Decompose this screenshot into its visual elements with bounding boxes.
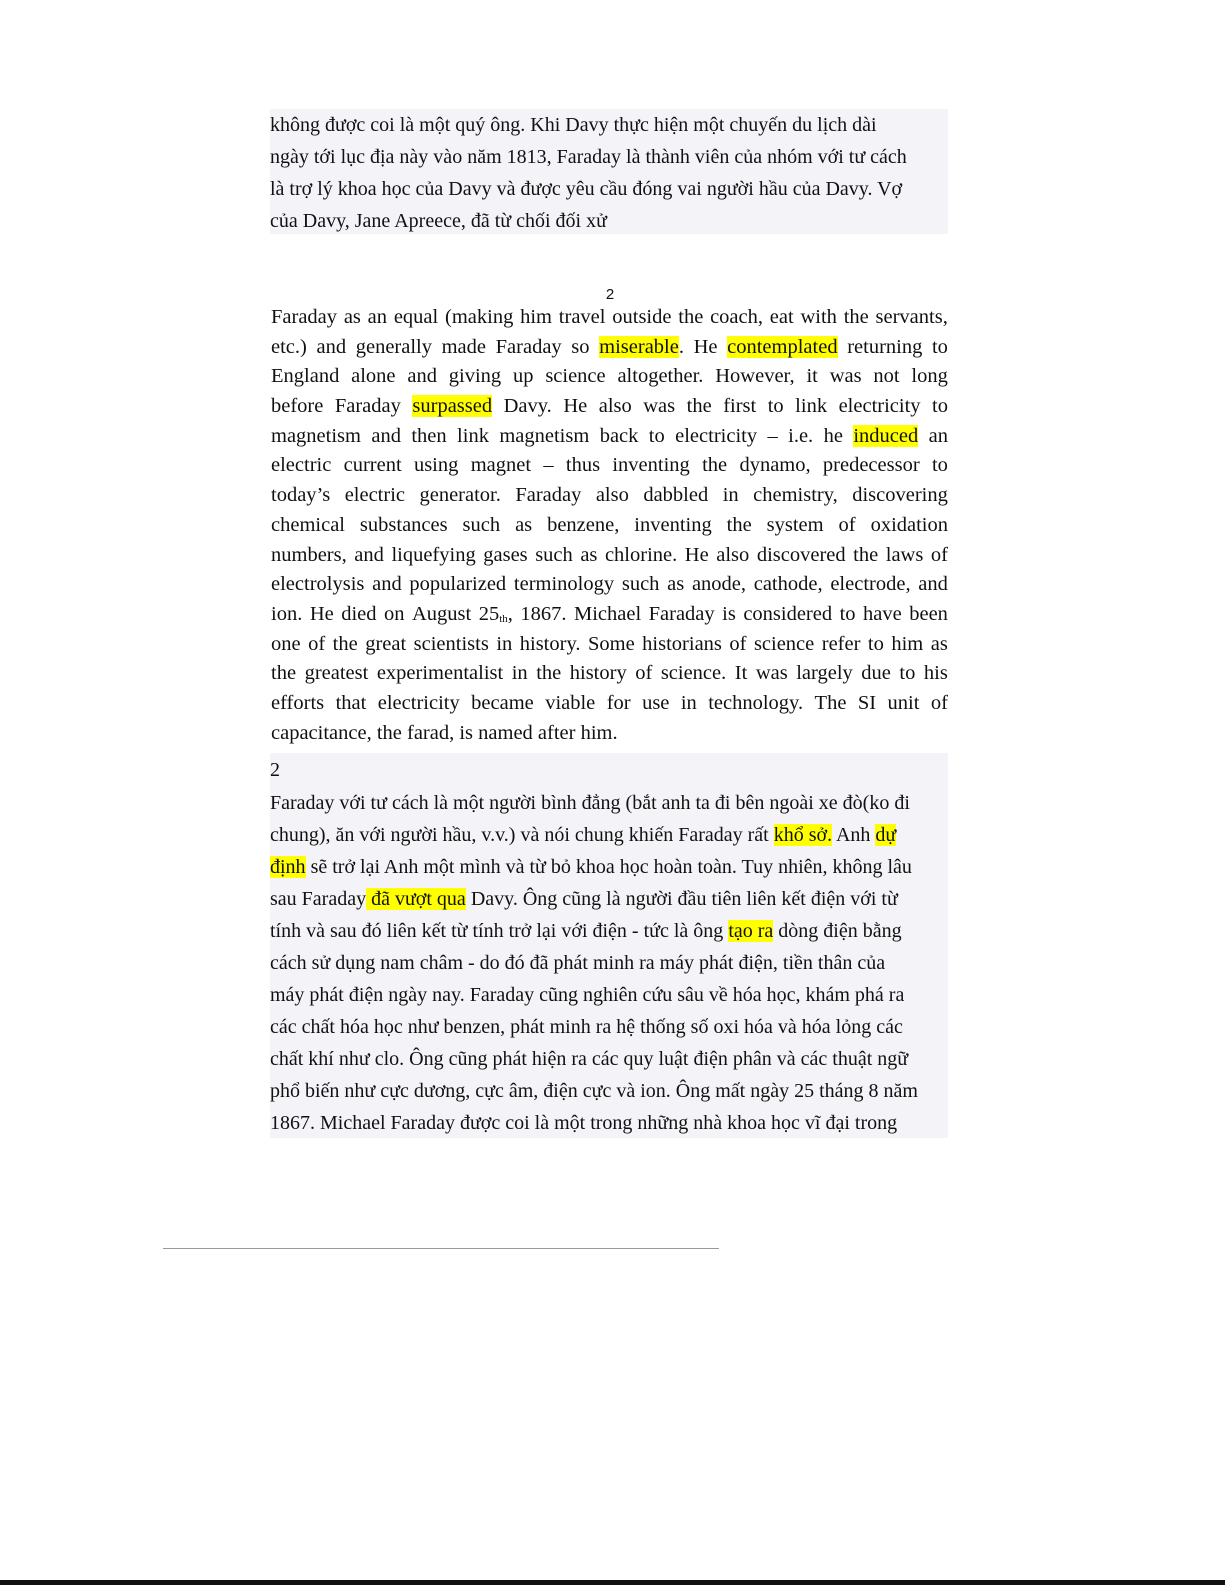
paragraph-line — [271, 511, 948, 541]
word: Faraday — [271, 306, 338, 328]
word: him — [891, 632, 924, 655]
word: to — [899, 662, 916, 685]
word: science. — [660, 662, 727, 685]
highlighted-word: contemplated — [727, 335, 838, 358]
paragraph-line — [271, 570, 948, 600]
highlighted-word: tạo ra — [728, 920, 774, 942]
word: – — [543, 454, 554, 477]
word: the — [678, 306, 704, 328]
word: miserable. — [599, 335, 684, 358]
translation-line: chất khí như clo. Ông cũng phát hiện ra các quy luật điện phân và các thuật ngữ — [270, 1048, 909, 1070]
word: eat — [769, 306, 794, 328]
word: to — [867, 632, 884, 655]
word: servants, — [875, 306, 948, 328]
word: and — [918, 573, 948, 596]
word: to — [648, 424, 665, 447]
word: historians — [642, 632, 722, 655]
word: chemistry, — [753, 484, 838, 507]
word: experimentalist — [376, 662, 504, 685]
word: – — [767, 424, 778, 447]
translation-block-top — [270, 109, 948, 234]
word: benzene, — [547, 513, 620, 536]
word: He — [684, 543, 709, 566]
paragraph-line — [271, 659, 948, 689]
word: such — [621, 573, 660, 596]
word: 1867. — [520, 602, 567, 625]
word: outside — [612, 306, 672, 328]
word: one — [271, 632, 301, 655]
word: the — [332, 632, 358, 655]
word: generator. — [419, 484, 501, 507]
word: such — [462, 513, 501, 536]
word: predecessor — [822, 454, 920, 477]
page-number: 2 — [605, 286, 615, 303]
word: as — [580, 543, 598, 566]
word: discovering — [852, 484, 948, 507]
word: numbers, — [271, 543, 347, 566]
word: anode, — [691, 573, 747, 596]
word: Faraday — [334, 395, 401, 418]
word: scientists — [413, 632, 489, 655]
word — [853, 422, 918, 452]
paragraph-line — [271, 451, 948, 481]
translation-line: sau Faraday đã vượt qua Davy. Ông cũng là người đầu tiên liên kết điện với từ — [270, 888, 898, 910]
word: also — [595, 484, 629, 507]
word: chemical — [271, 513, 345, 536]
word: alone — [351, 365, 396, 388]
word: The — [814, 691, 847, 714]
word: etc.) — [271, 335, 307, 358]
paragraph-line — [271, 362, 948, 392]
paragraph-line — [271, 541, 948, 571]
word: the — [686, 395, 712, 418]
word: an — [367, 306, 388, 328]
word: of — [930, 543, 948, 566]
highlighted-word: dự — [875, 824, 897, 846]
word: of — [635, 662, 653, 685]
translation-line: chung), ăn với người hầu, v.v.) và nói chung khiến Faraday rất khổ sở. Anh dự — [270, 824, 897, 846]
word: of — [308, 632, 326, 655]
translation-line: cách sử dụng nam châm - do đó đã phát minh ra máy phát điện, tiền thân của — [270, 952, 886, 974]
word: ion. — [271, 602, 303, 625]
word: chlorine. — [604, 543, 678, 566]
word: back — [599, 424, 639, 447]
word: and — [407, 365, 437, 388]
word: travel — [558, 306, 606, 328]
word: unit — [887, 691, 920, 714]
highlighted-word: surpassed — [412, 395, 493, 418]
word: substances — [359, 513, 448, 536]
word: electric — [344, 484, 405, 507]
word: However, — [715, 365, 795, 388]
word: popularized — [409, 573, 507, 596]
translation-line: máy phát điện ngày nay. Faraday cũng nghiên cứu sâu về hóa học, khám phá ra — [270, 984, 905, 1006]
word: with — [800, 306, 837, 328]
word: discovered — [756, 543, 846, 566]
word: science — [545, 365, 606, 388]
word: i.e. — [788, 424, 814, 447]
translation-line: ngày tới lục địa này vào năm 1813, Faraday là thành viên của nhóm với tư cách — [270, 146, 907, 168]
word: also — [716, 543, 750, 566]
word: Faraday — [648, 602, 715, 625]
english-paragraph — [271, 303, 948, 748]
word: Michael — [573, 602, 642, 625]
word: of — [729, 632, 747, 655]
paragraph-line — [271, 630, 948, 660]
highlighted-word: định — [270, 856, 306, 878]
word: refer — [821, 632, 861, 655]
word: was — [755, 662, 788, 685]
word: Faraday — [515, 484, 582, 507]
word: electrolysis — [271, 573, 365, 596]
word: electricity — [377, 691, 460, 714]
word: equal — [393, 306, 439, 328]
page-bottom-edge — [0, 1580, 1225, 1585]
word: He — [309, 602, 334, 625]
word: made — [441, 335, 487, 358]
word: Davy. — [503, 395, 552, 418]
word: as — [930, 632, 948, 655]
word: magnet — [470, 454, 532, 477]
word: so — [571, 335, 590, 358]
word: is — [722, 602, 736, 625]
highlighted-word: đã vượt qua — [366, 888, 466, 910]
translation-line: của Davy, Jane Apreece, đã từ chối đối xử — [270, 210, 607, 232]
word: up — [513, 365, 534, 388]
word: magnetism — [271, 424, 361, 447]
word: current — [343, 454, 402, 477]
footnote-separator — [163, 1248, 719, 1249]
word: been — [909, 602, 948, 625]
word: dynamo, — [739, 454, 811, 477]
word: gases — [483, 543, 528, 566]
word: terminology — [513, 573, 615, 596]
word: greatest — [304, 662, 369, 685]
word: and — [316, 335, 347, 358]
highlighted-word: induced — [853, 424, 919, 447]
word: electricity — [675, 424, 758, 447]
word: laws — [885, 543, 924, 566]
word: link — [457, 424, 489, 447]
word: that — [335, 691, 367, 714]
word: largely — [796, 662, 853, 685]
paragraph-line — [271, 719, 948, 749]
paragraph-text: capacitance, the farad, is named after him. — [271, 721, 618, 744]
word: returning — [847, 335, 923, 358]
word: in — [680, 691, 697, 714]
word: system — [766, 513, 824, 536]
word: he — [823, 424, 843, 447]
word: inventing — [612, 454, 690, 477]
translation-line: định sẽ trở lại Anh một mình và từ bỏ khoa học hoàn toàn. Tuy nhiên, không lâu — [270, 856, 912, 878]
word: as — [515, 513, 533, 536]
paragraph-line — [271, 303, 948, 333]
word: became — [471, 691, 534, 714]
word: cathode, — [753, 573, 823, 596]
word: electrode, — [830, 573, 911, 596]
word: then — [411, 424, 447, 447]
word: an — [928, 424, 948, 447]
word: magnetism — [499, 424, 590, 447]
word: oxidation — [870, 513, 948, 536]
paragraph-line — [271, 481, 948, 511]
word: also — [598, 395, 632, 418]
word: and — [354, 543, 384, 566]
word: history. — [519, 632, 581, 655]
word: liquefying — [391, 543, 476, 566]
word: electricity — [838, 395, 921, 418]
word: have — [863, 602, 902, 625]
translation-line: các chất hóa học như benzen, phát minh ra hệ thống số oxi hóa và hóa lỏng các — [270, 1016, 903, 1038]
ordinal-suffix: th — [499, 612, 508, 625]
word: such — [535, 543, 573, 566]
word: on — [383, 602, 405, 625]
paragraph-line — [271, 422, 948, 452]
word: efforts — [271, 691, 325, 714]
word: Faraday — [495, 335, 562, 358]
word: August — [411, 602, 472, 625]
word: of — [930, 691, 948, 714]
word: considered — [743, 602, 833, 625]
word: before — [271, 395, 324, 418]
word: and — [371, 424, 401, 447]
word: was — [643, 395, 676, 418]
word: SI — [857, 691, 877, 714]
translation-line: không được coi là một quý ông. Khi Davy thực hiện một chuyến du lịch dài — [270, 114, 877, 136]
word: science — [753, 632, 815, 655]
word: as — [343, 306, 361, 328]
word: as — [667, 573, 685, 596]
word: He — [693, 335, 718, 358]
translation-line: tính và sau đó liên kết từ tính trở lại với điện - tức là ông tạo ra dòng điện bằng — [270, 920, 902, 942]
word: the — [271, 662, 297, 685]
paragraph-line — [271, 600, 948, 630]
word: to — [839, 602, 856, 625]
word: It — [734, 662, 748, 685]
word: Some — [587, 632, 635, 655]
word: England — [271, 365, 340, 388]
word: died — [341, 602, 377, 625]
paragraph-line — [271, 392, 948, 422]
word: electric — [271, 454, 332, 477]
word: generally — [355, 335, 432, 358]
word: the — [702, 454, 728, 477]
word: today’s — [271, 484, 331, 507]
word: (making — [445, 306, 514, 328]
word: dabbled — [643, 484, 709, 507]
word: viable — [545, 691, 596, 714]
word: for — [606, 691, 631, 714]
paragraph-line — [271, 333, 948, 363]
word: him — [520, 306, 553, 328]
word: in — [722, 484, 739, 507]
word: first — [723, 395, 757, 418]
word — [412, 392, 492, 422]
word: to — [931, 335, 948, 358]
word — [727, 333, 837, 363]
word: long — [911, 365, 948, 388]
word: He — [563, 395, 588, 418]
word: was — [829, 365, 862, 388]
word: due — [861, 662, 891, 685]
word: in — [511, 662, 528, 685]
word: to — [931, 454, 948, 477]
highlighted-word: miserable — [599, 335, 679, 358]
word: inventing — [634, 513, 712, 536]
word: giving — [448, 365, 502, 388]
word: thus — [565, 454, 601, 477]
word: of — [838, 513, 856, 536]
word: it — [806, 365, 818, 388]
word: the — [853, 543, 879, 566]
word: using — [413, 454, 459, 477]
word: to — [932, 395, 948, 418]
word: history — [569, 662, 627, 685]
word: not — [873, 365, 900, 388]
word: altogether. — [617, 365, 704, 388]
highlighted-word: khổ sở. — [773, 824, 833, 846]
paragraph-line — [271, 689, 948, 719]
word: in — [496, 632, 513, 655]
word: link — [795, 395, 828, 418]
word: technology. — [708, 691, 804, 714]
word: great — [365, 632, 407, 655]
word: and — [372, 573, 402, 596]
translation-line: phổ biến như cực dương, cực âm, điện cực và ion. Ông mất ngày 25 tháng 8 năm — [270, 1080, 918, 1102]
word: use — [642, 691, 670, 714]
word: the — [843, 306, 869, 328]
word: the — [536, 662, 562, 685]
translation-line: là trợ lý khoa học của Davy và được yêu cầu đóng vai người hầu của Davy. Vợ — [270, 178, 903, 200]
translation-page-number: 2 — [270, 759, 280, 781]
word: coach, — [710, 306, 763, 328]
word: $25_{th}$, — [478, 602, 513, 625]
word: the — [726, 513, 752, 536]
translation-line: Faraday với tư cách là một người bình đẳng (bắt anh ta đi bên ngoài xe đò(ko đi — [270, 792, 910, 814]
translation-line: 1867. Michael Faraday được coi là một trong những nhà khoa học vĩ đại trong — [270, 1112, 898, 1134]
translation-block-bottom — [270, 753, 948, 1138]
word: to — [767, 395, 784, 418]
word: his — [923, 662, 948, 685]
